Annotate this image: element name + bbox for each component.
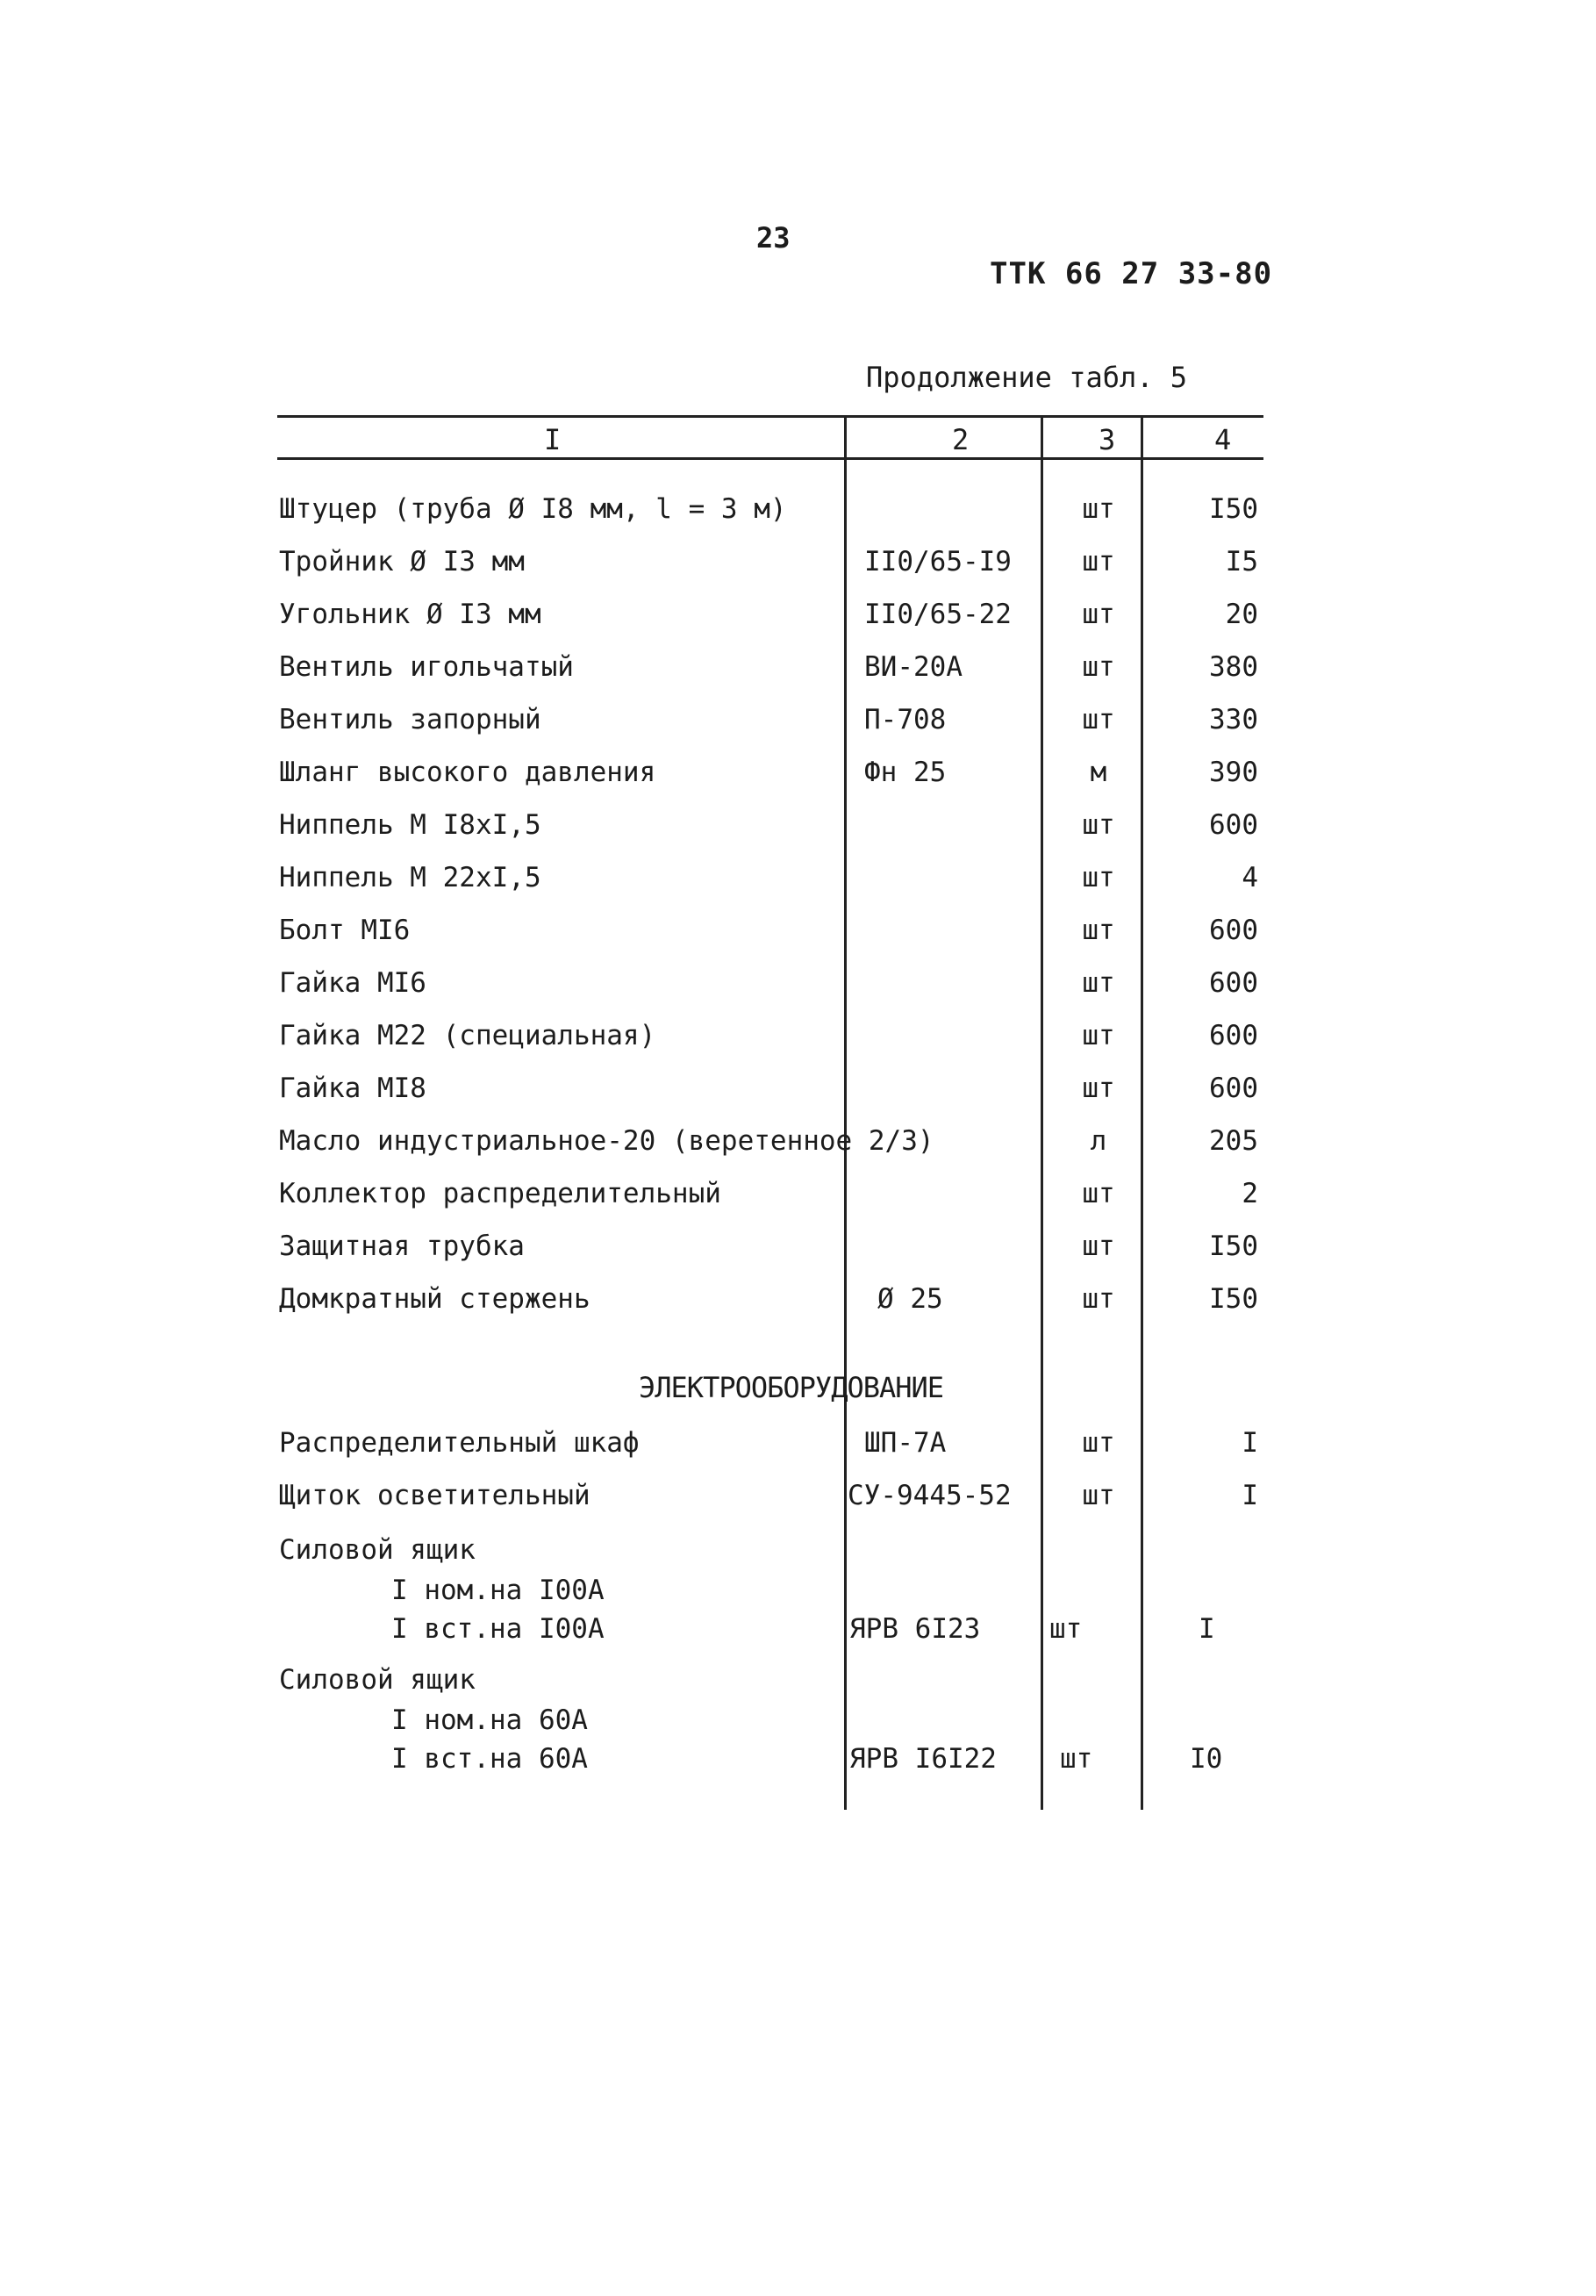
section-title: ЭЛЕКТРООБОРУДОВАНИЕ xyxy=(639,1371,944,1404)
item-name: Щиток осветительный xyxy=(279,1480,590,1511)
item-quantity: 390 xyxy=(1209,757,1258,788)
item-unit: шт xyxy=(1082,1020,1115,1051)
table-row xyxy=(0,546,1596,595)
item-unit: шт xyxy=(1082,967,1115,999)
item-unit: л xyxy=(1090,1125,1107,1157)
table-row xyxy=(0,1231,1596,1280)
item-name: Силовой ящик xyxy=(279,1664,476,1696)
item-name: Масло индустриальное-20 (веретенное 2/3) xyxy=(279,1125,934,1157)
item-spec-line: I ном.на 60А xyxy=(391,1704,588,1736)
item-name: Силовой ящик xyxy=(279,1534,476,1566)
item-unit: шт xyxy=(1082,1073,1115,1104)
item-mark: Ø 25 xyxy=(877,1283,943,1315)
item-name: Защитная трубка xyxy=(279,1231,525,1262)
item-name: Штуцер (труба Ø I8 мм, l = 3 м) xyxy=(279,493,787,525)
item-mark: II0/65-I9 xyxy=(864,546,1012,578)
table-row xyxy=(0,1020,1596,1069)
item-quantity: I50 xyxy=(1209,1231,1258,1262)
item-spec-line: I вст.на 60А xyxy=(391,1743,588,1775)
item-unit: шт xyxy=(1049,1613,1083,1645)
item-unit: шт xyxy=(1082,915,1115,946)
item-unit: шт xyxy=(1082,1283,1115,1315)
table-header-cell-1: I xyxy=(544,423,562,456)
item-quantity: I xyxy=(1242,1427,1258,1459)
table-row xyxy=(0,1427,1596,1476)
item-quantity: 380 xyxy=(1209,651,1258,683)
page-number: 23 xyxy=(756,221,791,255)
item-name: Домкратный стержень xyxy=(279,1283,590,1315)
item-unit: шт xyxy=(1082,809,1115,841)
item-name: Гайка МI8 xyxy=(279,1073,426,1104)
item-quantity: 600 xyxy=(1209,1020,1258,1051)
item-quantity: I50 xyxy=(1209,1283,1258,1315)
item-quantity: 600 xyxy=(1209,1073,1258,1104)
table-header-cell-3: 3 xyxy=(1099,423,1116,456)
item-name: Вентиль запорный xyxy=(279,704,541,735)
table-row xyxy=(0,809,1596,858)
item-mark: ВИ-20А xyxy=(864,651,963,683)
item-name: Шланг высокого давления xyxy=(279,757,656,788)
table-header-rule xyxy=(277,457,1263,460)
item-mark: ЯРВ 6I23 xyxy=(849,1613,981,1645)
table-continuation-label: Продолжение табл. 5 xyxy=(866,361,1188,394)
item-name: Гайка МI6 xyxy=(279,967,426,999)
table-row xyxy=(0,1125,1596,1174)
item-name: Тройник Ø I3 мм xyxy=(279,546,525,578)
item-quantity: 600 xyxy=(1209,809,1258,841)
table-row xyxy=(0,1283,1596,1332)
item-unit: шт xyxy=(1082,546,1115,578)
item-name: Гайка М22 (специальная) xyxy=(279,1020,656,1051)
item-unit: шт xyxy=(1082,1427,1115,1459)
item-quantity: 600 xyxy=(1209,967,1258,999)
item-mark: Фн 25 xyxy=(864,757,947,788)
item-unit: шт xyxy=(1082,599,1115,630)
item-mark: ШП-7А xyxy=(864,1427,947,1459)
item-quantity: I xyxy=(1199,1613,1215,1645)
item-name: Ниппель М 22xI,5 xyxy=(279,862,541,893)
item-spec-line: I вст.на I00А xyxy=(391,1613,605,1645)
item-quantity: 205 xyxy=(1209,1125,1258,1157)
item-name: Болт МI6 xyxy=(279,915,411,946)
table-row xyxy=(0,862,1596,911)
item-unit: шт xyxy=(1082,862,1115,893)
document-code: ТТК 66 27 33-80 xyxy=(990,256,1273,291)
table-top-rule xyxy=(277,415,1263,418)
item-name: Коллектор распределительный xyxy=(279,1178,721,1209)
item-unit: шт xyxy=(1082,1178,1115,1209)
item-unit: шт xyxy=(1082,704,1115,735)
item-quantity: I50 xyxy=(1209,493,1258,525)
item-quantity: I0 xyxy=(1190,1743,1223,1775)
table-row xyxy=(0,599,1596,648)
item-name: Ниппель М I8xI,5 xyxy=(279,809,541,841)
item-name: Вентиль игольчатый xyxy=(279,651,574,683)
table-row xyxy=(0,704,1596,753)
item-quantity: 600 xyxy=(1209,915,1258,946)
item-mark: СУ-9445-52 xyxy=(848,1480,1012,1511)
item-quantity: 20 xyxy=(1225,599,1258,630)
item-quantity: 2 xyxy=(1242,1178,1258,1209)
item-unit: шт xyxy=(1082,1231,1115,1262)
item-mark: II0/65-22 xyxy=(864,599,1012,630)
table-row xyxy=(0,493,1596,542)
item-unit: шт xyxy=(1060,1743,1093,1775)
item-quantity: I xyxy=(1242,1480,1258,1511)
item-quantity: I5 xyxy=(1225,546,1258,578)
table-row xyxy=(0,1178,1596,1227)
table-row xyxy=(0,967,1596,1016)
table-row xyxy=(0,757,1596,806)
table-row xyxy=(0,1480,1596,1529)
table-row xyxy=(0,915,1596,964)
item-mark: ЯРВ I6I22 xyxy=(849,1743,997,1775)
item-unit: м xyxy=(1090,757,1107,788)
item-quantity: 330 xyxy=(1209,704,1258,735)
item-name: Угольник Ø I3 мм xyxy=(279,599,541,630)
item-mark: П-708 xyxy=(864,704,947,735)
item-spec-line: I ном.на I00А xyxy=(391,1575,605,1606)
item-unit: шт xyxy=(1082,1480,1115,1511)
table-header-cell-2: 2 xyxy=(952,423,970,456)
item-unit: шт xyxy=(1082,651,1115,683)
table-row xyxy=(0,1073,1596,1122)
table-row xyxy=(0,651,1596,700)
table-header-cell-4: 4 xyxy=(1214,423,1232,456)
item-name: Распределительный шкаф xyxy=(279,1427,640,1459)
item-quantity: 4 xyxy=(1242,862,1258,893)
item-unit: шт xyxy=(1082,493,1115,525)
